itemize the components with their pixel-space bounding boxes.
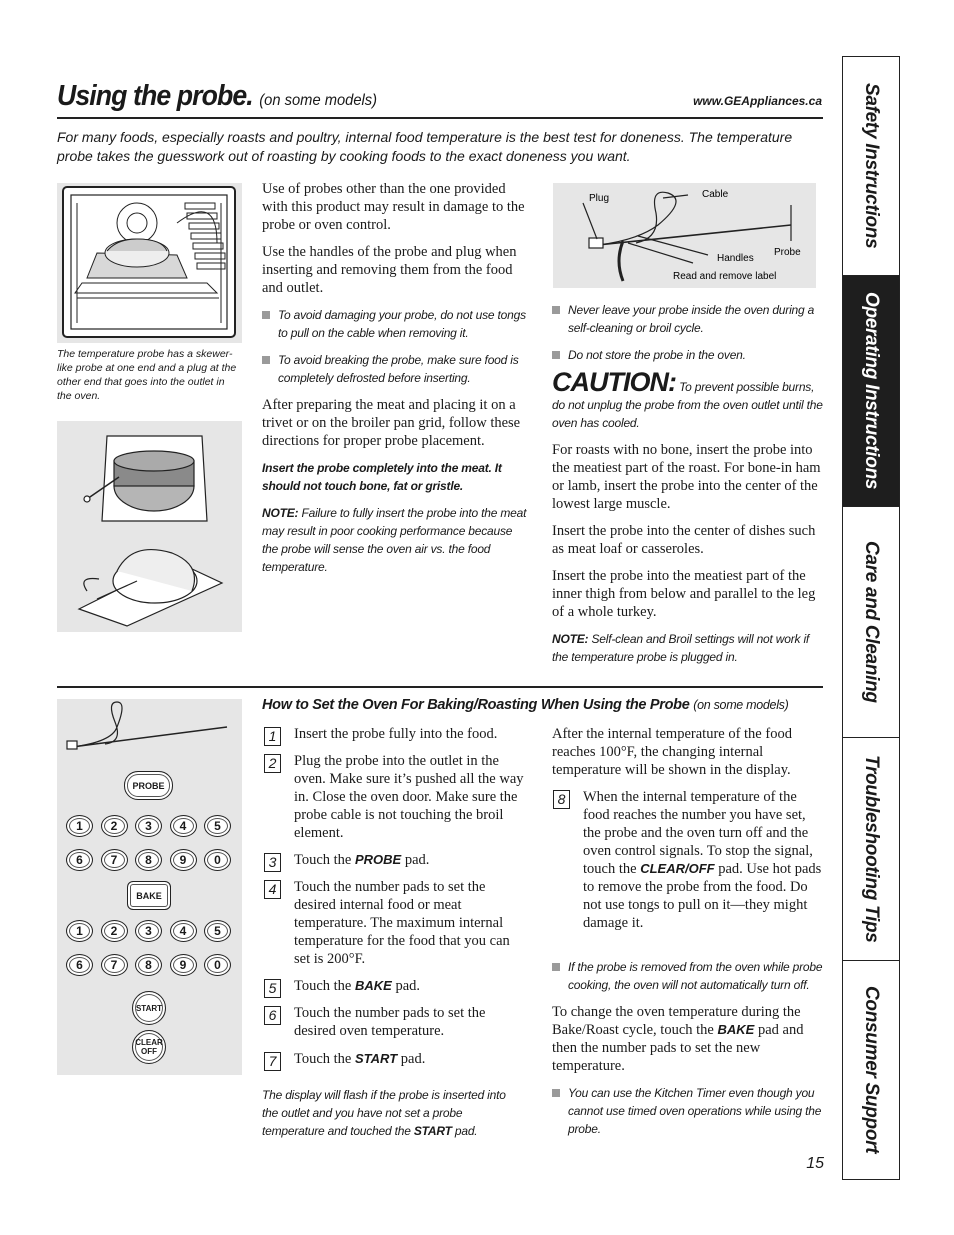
tab-label: Troubleshooting Tips bbox=[861, 755, 882, 943]
number-key-1[interactable]: 1 bbox=[66, 815, 93, 837]
handles-text: Use the handles of the probe and plug when inserting and removing them from the food and outlet. bbox=[262, 244, 517, 296]
roast-text: For roasts with no bone, insert the probe into the meatiest part of the roast. For bone-in ham or lamb, insert the probe into the center of the lowest large muscle. bbox=[552, 442, 821, 512]
tab-care-and-cleaning[interactable] bbox=[843, 507, 899, 737]
step-text bbox=[294, 1050, 425, 1068]
number-key-0[interactable]: 0 bbox=[204, 849, 231, 871]
flash-note-post: pad. bbox=[454, 1124, 478, 1138]
step-number: 4 bbox=[264, 880, 281, 899]
handles-label: Handles bbox=[717, 253, 754, 264]
start-keyword: START bbox=[355, 1051, 398, 1066]
number-key-7[interactable]: 7 bbox=[101, 954, 128, 976]
bullet-text: Do not store the probe in the oven. bbox=[568, 348, 746, 362]
change-temp-pre: To change the oven temperature during the Bake/Roast cycle, touch the bbox=[552, 1004, 801, 1038]
step-text-post: pad. bbox=[400, 1051, 426, 1067]
casserole-text: Insert the probe into the center of dishes such as meat loaf or casseroles. bbox=[552, 523, 816, 557]
step-number: 5 bbox=[264, 979, 281, 998]
turkey-text: Insert the probe into the meatiest part of the inner thigh from below and parallel to the leg of a whole turkey. bbox=[552, 568, 816, 620]
probe-sketch bbox=[57, 699, 242, 759]
start-keyword: START bbox=[413, 1124, 452, 1138]
title-sub: (on some models) bbox=[259, 92, 378, 109]
bullet-tongs bbox=[262, 306, 527, 342]
step-text bbox=[583, 788, 823, 932]
bullet-text: Never leave your probe inside the oven during a self-cleaning or broil cycle. bbox=[568, 303, 815, 335]
number-key-3[interactable]: 3 bbox=[135, 920, 162, 942]
step-text-post: pad. bbox=[404, 852, 430, 868]
bullet-square-icon bbox=[552, 351, 560, 359]
page-number: 15 bbox=[806, 1155, 824, 1172]
intro-text: For many foods, especially roasts and poultry, internal food temperature is the best test for doneness. The temperature probe takes the guesswork out of roasting by cooking foods to the exact doneness you want. bbox=[57, 129, 793, 164]
tab-consumer-support[interactable] bbox=[843, 961, 899, 1179]
number-key-6[interactable]: 6 bbox=[66, 849, 93, 871]
note-insert bbox=[262, 504, 527, 576]
bullet-text: If the probe is removed from the oven while probe cooking, the oven will not automatically turn off. bbox=[568, 960, 823, 992]
probe-diagram bbox=[553, 183, 816, 288]
clear-off-key[interactable] bbox=[132, 1030, 166, 1064]
roast-drawing bbox=[57, 421, 242, 632]
bullet-square-icon bbox=[262, 311, 270, 319]
number-key-4[interactable]: 4 bbox=[170, 815, 197, 837]
tab-label: Safety Instructions bbox=[861, 83, 882, 249]
bullet-defrost bbox=[262, 351, 527, 387]
step-number: 1 bbox=[264, 727, 281, 746]
step-text bbox=[294, 977, 420, 995]
step-number: 7 bbox=[264, 1052, 281, 1071]
number-key-2[interactable]: 2 bbox=[101, 920, 128, 942]
note-text: Failure to fully insert the probe into the meat may result in poor cooking performance because the probe will sense the oven air vs. the food temperature. bbox=[262, 506, 527, 574]
title-main: Using the probe. bbox=[57, 80, 253, 112]
clear-off-keyword: CLEAR/OFF bbox=[640, 861, 715, 876]
number-key-5[interactable]: 5 bbox=[204, 920, 231, 942]
bullet-square-icon bbox=[552, 963, 560, 971]
number-key-0[interactable]: 0 bbox=[204, 954, 231, 976]
column-3 bbox=[552, 301, 824, 675]
placement-text: After preparing the meat and placing it on a trivet or on the broiler pan grid, follow these directions for proper probe placement. bbox=[262, 397, 521, 449]
probe-diagram-drawing bbox=[553, 183, 816, 288]
tab-troubleshooting-tips[interactable] bbox=[843, 738, 899, 960]
bullet-text: To avoid damaging your probe, do not use tongs to pull on the cable when removing it. bbox=[278, 308, 526, 340]
number-key-7[interactable]: 7 bbox=[101, 849, 128, 871]
step-text-pre: Touch the bbox=[294, 1051, 352, 1067]
tab-operating-instructions[interactable] bbox=[843, 276, 899, 506]
caution-block bbox=[552, 367, 824, 432]
bullet-kitchen-timer bbox=[552, 1084, 824, 1138]
note-label: NOTE: bbox=[552, 632, 589, 646]
step-text bbox=[294, 851, 429, 869]
insert-instruction: Insert the probe completely into the meat. It should not touch bone, fat or gristle. bbox=[262, 461, 502, 493]
number-key-2[interactable]: 2 bbox=[101, 815, 128, 837]
plug-label: Plug bbox=[589, 193, 610, 204]
section-tabs bbox=[842, 56, 900, 1180]
step-number: 2 bbox=[264, 754, 281, 773]
step-text: Touch the number pads to set the desired oven temperature. bbox=[294, 1005, 486, 1039]
caution-word: CAUTION: bbox=[552, 367, 676, 397]
bullet-store bbox=[552, 346, 824, 364]
tab-label: Operating Instructions bbox=[861, 292, 882, 490]
number-key-5[interactable]: 5 bbox=[204, 815, 231, 837]
website-url: www.GEAppliances.ca bbox=[693, 94, 822, 108]
step-text-pre: When the internal temperature of the food reaches the number you have set, the probe and the oven turn off and the oven control signals. To stop the signal, touch the bbox=[583, 789, 813, 877]
oven-illustration bbox=[57, 183, 242, 343]
step-text-post: pad. bbox=[395, 978, 421, 994]
display-text: After the internal temperature of the food reaches 100°F, the changing internal temperature will be shown in the display. bbox=[552, 726, 792, 778]
caution-text: To prevent possible burns, do not unplug the probe from the oven outlet until the oven has cooled. bbox=[552, 380, 823, 430]
step-text: Plug the probe into the outlet in the oven. Make sure it’s pushed all the way in. Close the oven door. Make sure the probe cable is not touching the broil element. bbox=[294, 753, 524, 841]
how-title-main: How to Set the Oven For Baking/Roasting When Using the Probe bbox=[262, 697, 690, 713]
page-title bbox=[57, 80, 377, 113]
probe-key[interactable]: PROBE bbox=[124, 771, 173, 800]
bullet-square-icon bbox=[552, 1089, 560, 1097]
step-text-post: pad. Use hot pads to remove the probe from the food. Do not use tongs to pull on it—they might damage it. bbox=[583, 861, 822, 931]
bullet-text: To avoid breaking the probe, make sure food is completely defrosted before inserting. bbox=[278, 353, 519, 385]
change-temp-text bbox=[552, 1003, 824, 1075]
cable-label: Cable bbox=[702, 189, 729, 200]
bullet-text: You can use the Kitchen Timer even though you cannot use timed oven operations while using the probe. bbox=[568, 1086, 822, 1136]
probe-keyword: PROBE bbox=[355, 852, 402, 867]
clear-label: CLEAR bbox=[135, 1038, 163, 1047]
probe-warning-text: Use of probes other than the one provided with this product may result in damage to the probe or oven control. bbox=[262, 181, 525, 233]
bullet-probe-removed bbox=[552, 958, 824, 994]
note-broil bbox=[552, 630, 824, 666]
step-text-pre: Touch the bbox=[294, 852, 352, 868]
step-text: Touch the number pads to set the desired internal food or meat temperature. The maximum internal temperature for the food that you can set is 200°F. bbox=[294, 879, 510, 967]
bake-keyword: BAKE bbox=[717, 1022, 755, 1037]
flash-note-pre: The display will flash if the probe is inserted into the outlet and you have not set a probe temperature and touched the bbox=[262, 1088, 506, 1138]
number-key-8[interactable]: 8 bbox=[135, 954, 162, 976]
tab-label: Consumer Support bbox=[861, 986, 882, 1154]
section-rule bbox=[57, 686, 823, 688]
number-key-8[interactable]: 8 bbox=[135, 849, 162, 871]
oven-drawing bbox=[57, 183, 242, 343]
remove-label: Read and remove label bbox=[673, 271, 777, 282]
step-number: 6 bbox=[264, 1006, 281, 1025]
oven-caption: The temperature probe has a skewer-like probe at one end and a plug at the other end that goes into the outlet in the oven. bbox=[57, 348, 237, 402]
bake-key[interactable]: BAKE bbox=[127, 881, 171, 910]
step-number: 3 bbox=[264, 853, 281, 872]
keypad-illustration bbox=[57, 699, 242, 1075]
number-key-9[interactable]: 9 bbox=[170, 849, 197, 871]
number-key-4[interactable]: 4 bbox=[170, 920, 197, 942]
header-rule bbox=[57, 117, 823, 119]
tab-label: Care and Cleaning bbox=[861, 541, 882, 703]
number-key-6[interactable]: 6 bbox=[66, 954, 93, 976]
number-key-3[interactable]: 3 bbox=[135, 815, 162, 837]
bullet-square-icon bbox=[262, 356, 270, 364]
how-to-title bbox=[262, 697, 789, 713]
tab-safety-instructions[interactable] bbox=[843, 57, 899, 275]
number-key-9[interactable]: 9 bbox=[170, 954, 197, 976]
change-temp-post: pad and then the number pads to set the new temperature. bbox=[552, 1022, 804, 1074]
note-label: NOTE: bbox=[262, 506, 299, 520]
number-key-1[interactable]: 1 bbox=[66, 920, 93, 942]
column-2 bbox=[262, 180, 527, 585]
column-3-lower bbox=[552, 958, 824, 1147]
off-label: OFF bbox=[141, 1047, 157, 1056]
note-text: Self-clean and Broil settings will not work if the temperature probe is plugged in. bbox=[552, 632, 810, 664]
bake-keyword: BAKE bbox=[355, 978, 392, 993]
flash-note bbox=[262, 1086, 524, 1140]
roast-illustration bbox=[57, 421, 242, 632]
step-text-pre: Touch the bbox=[294, 978, 352, 994]
probe-label: Probe bbox=[774, 247, 801, 258]
bullet-self-clean bbox=[552, 301, 824, 337]
bullet-square-icon bbox=[552, 306, 560, 314]
step-number: 8 bbox=[553, 790, 570, 809]
step-text: Insert the probe fully into the food. bbox=[294, 726, 498, 742]
start-key[interactable]: START bbox=[132, 991, 166, 1025]
how-title-sub: (on some models) bbox=[693, 698, 789, 712]
